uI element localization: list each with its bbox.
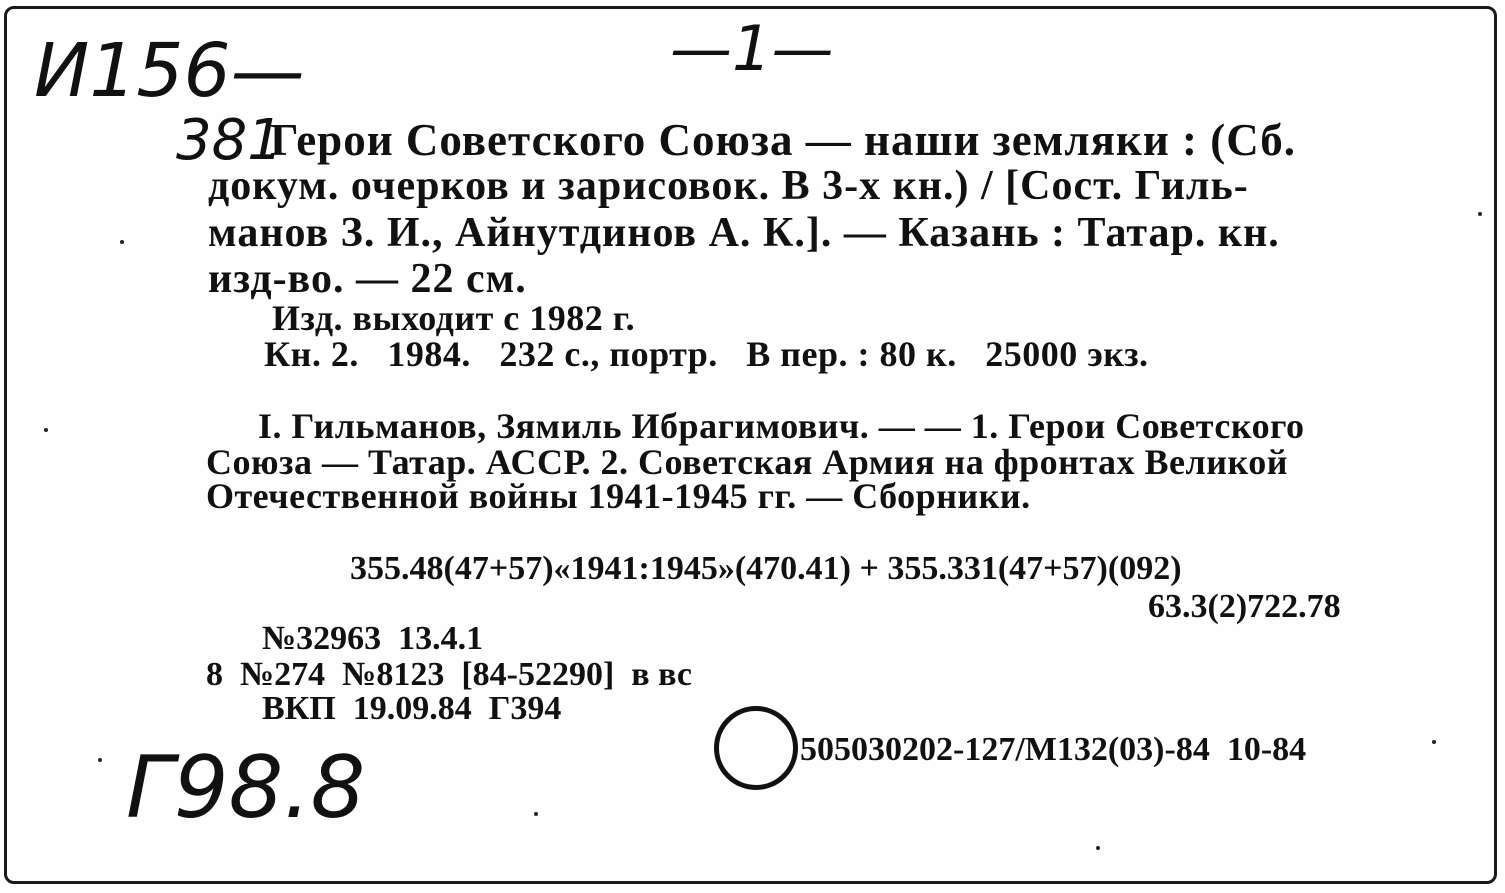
bbk-index: 63.3(2)722.78 [1148, 588, 1341, 625]
publication-note: Изд. выходит с 1982 г. [272, 298, 636, 338]
order-number: №32963 13.4.1 [262, 620, 484, 657]
stamp-circle [714, 706, 798, 790]
handwritten-page-mark: —1— [670, 12, 834, 85]
handwritten-call-number: И156— [34, 28, 305, 114]
speck [98, 758, 102, 762]
speck [1432, 740, 1436, 744]
subjects-line-3: Отечественной войны 1941-1945 гг. — Сборники. [206, 476, 1031, 516]
speck [44, 428, 48, 432]
handwritten-classification: Г98.8 [126, 738, 366, 838]
entry-line-4: изд-во. — 22 см. [208, 256, 527, 302]
speck [534, 812, 538, 816]
entry-line-2: докум. очерков и зарисовок. В 3-х кн.) / [Сост. Гиль- [208, 163, 1249, 209]
subjects-line-1: I. Гильманов, Зямиль Ибрагимович. — — 1. Герои Советского [258, 406, 1305, 446]
speck [1478, 212, 1482, 216]
handwritten-shelf-mark: 381 [176, 108, 283, 173]
entry-line-1: Герои Советского Союза — наши земляки : (Сб. [270, 115, 1297, 165]
speck [1096, 846, 1100, 850]
subjects-line-2: Союза — Татар. АССР. 2. Советская Армия на фронтах Великой [206, 442, 1288, 482]
entry-line-3: манов З. И., Айнутдинов А. К.]. — Казань : Татар. кн. [208, 210, 1280, 256]
print-numbers: 8 №274 №8123 [84-52290] в вс [206, 656, 693, 693]
vkp-date: ВКП 19.09.84 Г394 [262, 690, 562, 727]
udc-index: 355.48(47+57)«1941:1945»(470.41) + 355.331(47+57)(092) [350, 550, 1182, 587]
volume-details: Кн. 2. 1984. 232 с., портр. В пер. : 80 к. 25000 экз. [264, 334, 1149, 374]
speck [120, 240, 124, 244]
publisher-code: 505030202-127/М132(03)-84 10-84 [800, 731, 1307, 768]
